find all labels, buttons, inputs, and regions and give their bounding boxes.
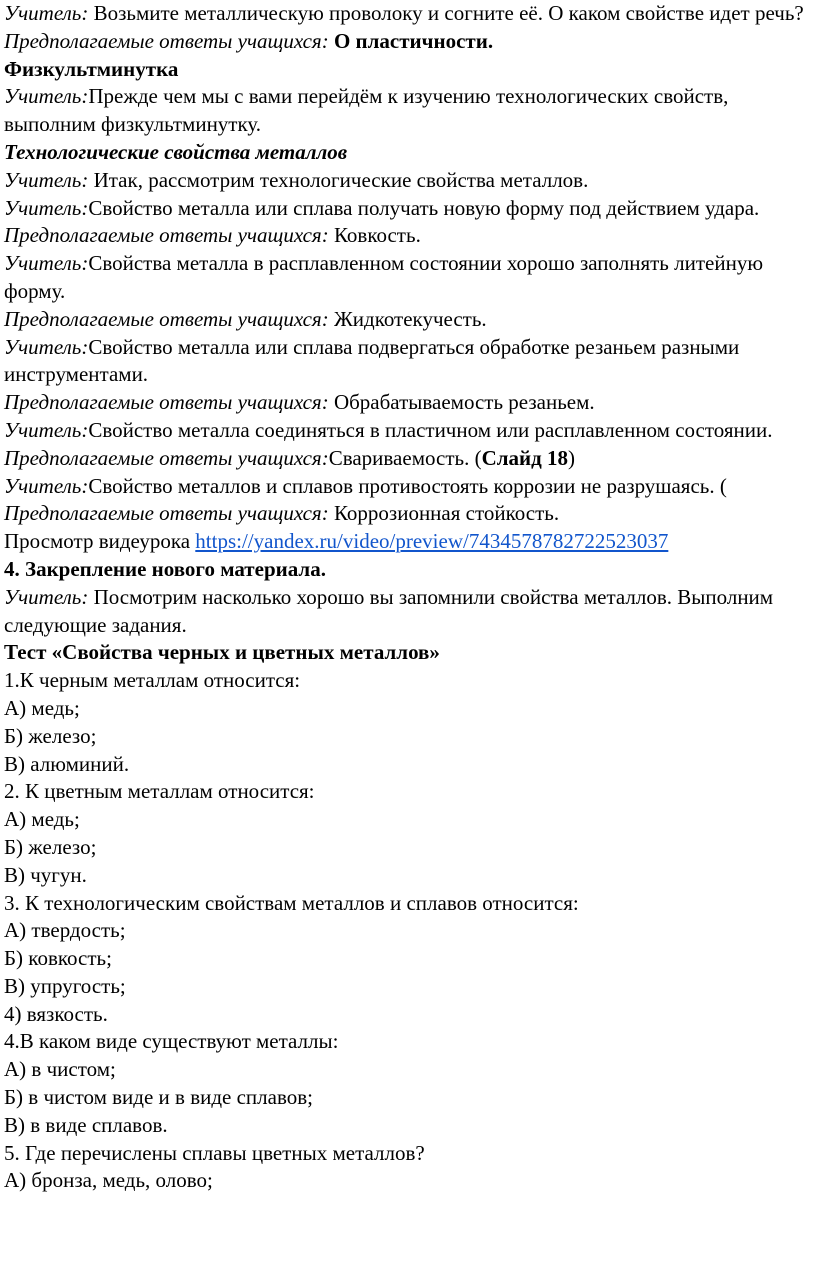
video-link[interactable]: https://yandex.ru/video/preview/7434578782722523037 [195,529,669,554]
paragraph-text: Прежде чем мы с вами перейдём к изучению технологических свойств, выполним физкультминутку. [4,84,729,137]
answer-text: Ковкость. [328,223,421,248]
answer-option: В) упругость; [4,973,126,998]
speaker-label: Учитель: [4,334,89,359]
answer-option: А) медь; [4,695,80,720]
answer-label: Предполагаемые ответы учащихся: [4,501,329,526]
paragraph-text: Свойство металла соединяться в пластичном или расплавленном состоянии. [88,417,773,442]
paragraph-text: Свойство металла или сплава подвергаться обработке резаньем разными инструментами. [4,334,740,387]
question: 1.К черным металлам относится: [4,668,301,693]
answer-option: В) алюминий. [4,751,130,776]
answer-option: Б) железо; [4,723,97,748]
answer-label: Предполагаемые ответы учащихся: [4,390,329,415]
section-heading [4,639,816,667]
section-heading [4,56,816,84]
paragraph-text: Свойства металла в расплавленном состоянии хорошо заполнять литейную форму. [4,251,764,303]
paragraph [4,167,816,195]
paragraph-text: Свойство металлов и сплавов противостоять коррозии не разрушаясь. ( [88,473,727,498]
paragraph [4,250,816,306]
speaker-label: Учитель: [4,584,89,609]
speaker-label: Учитель: [4,195,89,220]
answer-label: Предполагаемые ответы учащихся: [4,28,329,53]
answer-option: А) медь; [4,807,80,832]
speaker-label: Учитель: [4,84,89,109]
paragraph [4,83,816,139]
section-heading [4,139,816,167]
heading-text: Технологические свойства металлов [4,139,348,164]
paragraph-text: Свойство металла или сплава получать новую форму под действием удара. [88,195,760,220]
answer-label: Предполагаемые ответы учащихся: [4,306,329,331]
paragraph [4,528,816,556]
paragraph-text: Просмотр видеурока [4,529,196,554]
answer-option: В) в виде сплавов. [4,1112,168,1137]
paragraph [4,584,816,640]
answer-option: Б) железо; [4,834,97,859]
paragraph [4,195,816,251]
paragraph [4,334,816,390]
heading-text: 4. Закрепление нового материала. [4,556,326,581]
paragraph [4,417,816,445]
answer-text: Коррозионная стойкость. [328,501,560,526]
answer-option: А) бронза, медь, олово; [4,1168,213,1193]
answer-text: О пластичности. [333,28,494,53]
answer-label: Предполагаемые ответы учащихся: [4,223,329,248]
paragraph [4,473,816,501]
answer-text: Свариваемость. ( [328,445,482,470]
speaker-label: Учитель: [4,473,89,498]
question: 4.В каком виде существуют металлы: [4,1029,339,1054]
section-heading [4,556,816,584]
paragraph [4,445,816,473]
paragraph-text: Посмотрим насколько хорошо вы запомнили свойства металлов. Выполним следующие задания. [4,584,774,637]
heading-text: Физкультминутка [4,56,179,81]
speaker-label: Учитель: [4,167,89,192]
paragraph-text: Возьмите металлическую проволоку и согните её. О каком свойстве идет речь? [88,1,804,25]
paragraph [4,500,816,528]
paren-close: ) [568,445,575,470]
answer-option: В) чугун. [4,862,87,887]
paragraph [4,0,816,56]
answer-text: Обрабатываемость резаньем. [328,390,595,415]
paragraph-text: Итак, рассмотрим технологические свойства металлов. [88,167,589,192]
slide-reference: Слайд 18 [481,445,568,470]
answer-option: А) твердость; [4,918,126,943]
answer-text: Жидкотекучесть. [328,306,487,331]
answer-option: Б) ковкость; [4,946,112,971]
answer-option: А) в чистом; [4,1057,116,1082]
paragraph [4,389,816,417]
paragraph [4,306,816,334]
speaker-label: Учитель: [4,417,89,442]
heading-text: Тест «Свойства черных и цветных металлов» [4,640,440,665]
answer-option: Б) в чистом виде и в виде сплавов; [4,1085,313,1110]
speaker-label: Учитель: [4,1,89,25]
question: 5. Где перечислены сплавы цветных металлов? [4,1140,425,1165]
question: 3. К технологическим свойствам металлов и сплавов относится: [4,890,579,915]
answer-label: Предполагаемые ответы учащихся: [4,445,329,470]
speaker-label: Учитель: [4,251,89,276]
answer-option: 4) вязкость. [4,1001,108,1026]
question: 2. К цветным металлам относится: [4,779,315,804]
